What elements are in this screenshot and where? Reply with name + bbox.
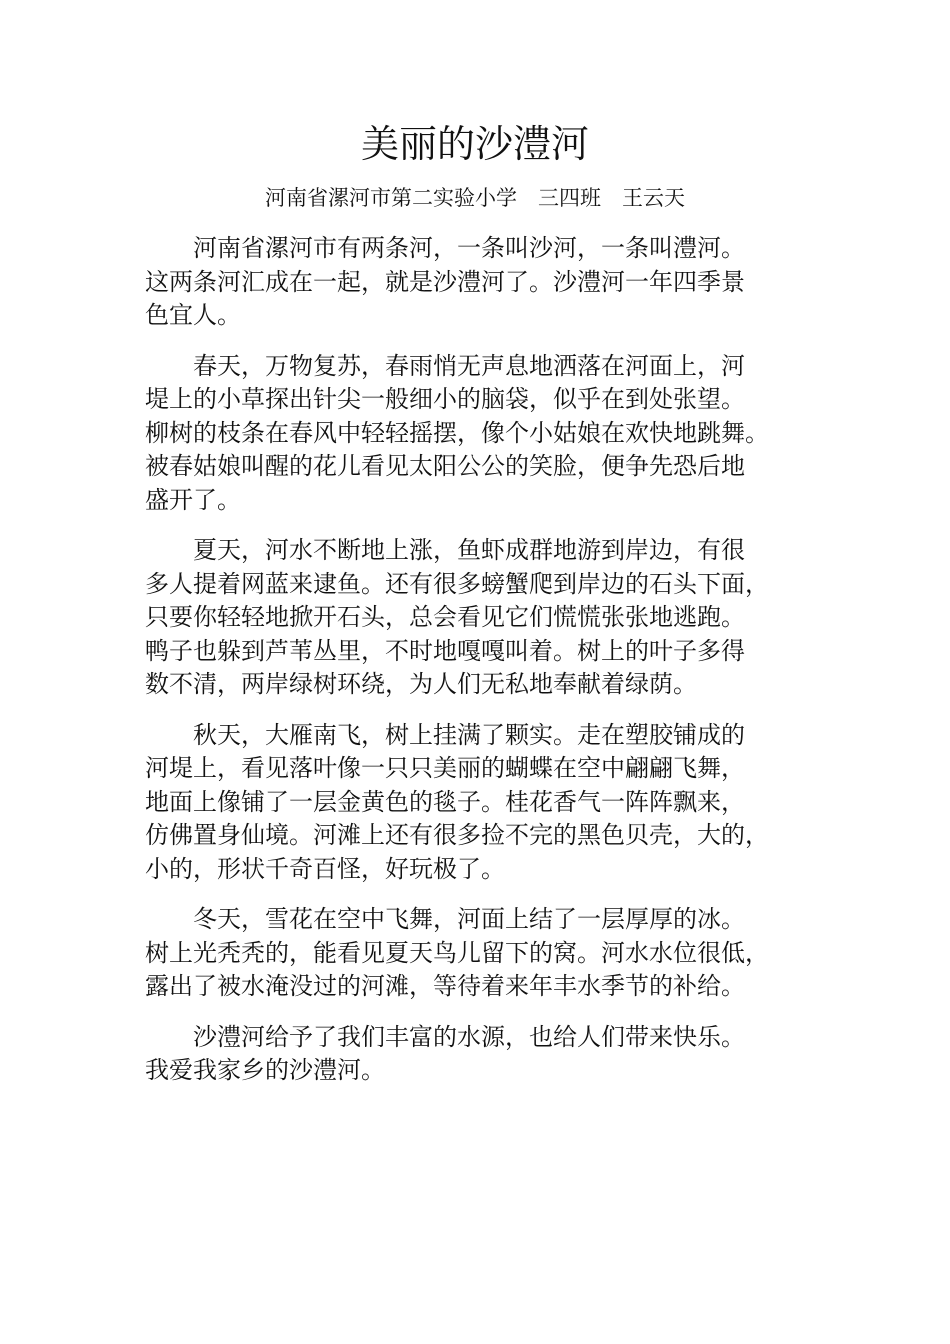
paragraph-line: 地面上像铺了一层金黄色的毯子。桂花香气一阵阵飘来， [145,787,745,816]
paragraph-line: 色宜人。 [145,301,241,329]
paragraph-line: 多人提着网蓝来逮鱼。还有很多螃蟹爬到岸边的石头下面， [145,569,769,598]
paragraph-line: 这两条河汇成在一起，就是沙澧河了。沙澧河一年四季景 [145,267,745,296]
paragraph-line: 沙澧河给予了我们丰富的水源，也给人们带来快乐。 [193,1022,745,1051]
paragraph-line: 被春姑娘叫醒的花儿看见太阳公公的笑脸，便争先恐后地 [145,452,745,480]
paragraph-line: 小的，形状千奇百怪，好玩极了。 [145,854,505,883]
document-title: 美丽的沙澧河 [360,122,589,166]
paragraph-line: 春天，万物复苏，春雨悄无声息地洒落在河面上，河 [193,351,745,380]
author-byline: 河南省漯河市第二实验小学 三四班 王云天 [265,186,685,210]
paragraph-line: 仿佛置身仙境。河滩上还有很多捡不完的黑色贝壳，大的， [145,821,769,849]
paragraph-line: 河南省漯河市有两条河，一条叫沙河，一条叫澧河。 [193,234,745,262]
paragraph-line: 我爱我家乡的沙澧河。 [145,1056,385,1084]
paragraph-line: 露出了被水淹没过的河滩，等待着来年丰水季节的补给。 [145,972,745,1000]
paragraph-line: 河堤上，看见落叶像一只只美丽的蝴蝶在空中翩翩飞舞， [145,754,745,782]
paragraph-line: 冬天，雪花在空中飞舞，河面上结了一层厚厚的冰。 [193,905,745,933]
paragraph-line: 盛开了。 [145,485,241,514]
paragraph-line: 鸭子也躲到芦苇丛里，不时地嘎嘎叫着。树上的叶子多得 [145,636,745,665]
paragraph-line: 数不清，两岸绿树环绕，为人们无私地奉献着绿荫。 [145,670,697,698]
paragraph-intro [145,232,805,333]
paragraph-spring [145,350,805,518]
paragraph-autumn [145,719,805,887]
paragraph-line: 秋天，大雁南飞，树上挂满了颗实。走在塑胶铺成的 [193,720,745,749]
essay-body [145,232,805,1105]
paragraph-summer [145,534,805,702]
paragraph-line: 柳树的枝条在春风中轻轻摇摆，像个小姑娘在欢快地跳舞。 [145,418,769,447]
paragraph-conclusion [145,1021,805,1088]
paragraph-line: 树上光秃秃的，能看见夏天鸟儿留下的窝。河水水位很低， [145,938,769,967]
paragraph-line: 夏天，河水不断地上涨，鱼虾成群地游到岸边，有很 [193,536,745,564]
paragraph-winter [145,903,805,1004]
paragraph-line: 只要你轻轻地掀开石头，总会看见它们慌慌张张地逃跑。 [145,603,745,631]
paragraph-line: 堤上的小草探出针尖一般细小的脑袋，似乎在到处张望。 [145,385,745,413]
